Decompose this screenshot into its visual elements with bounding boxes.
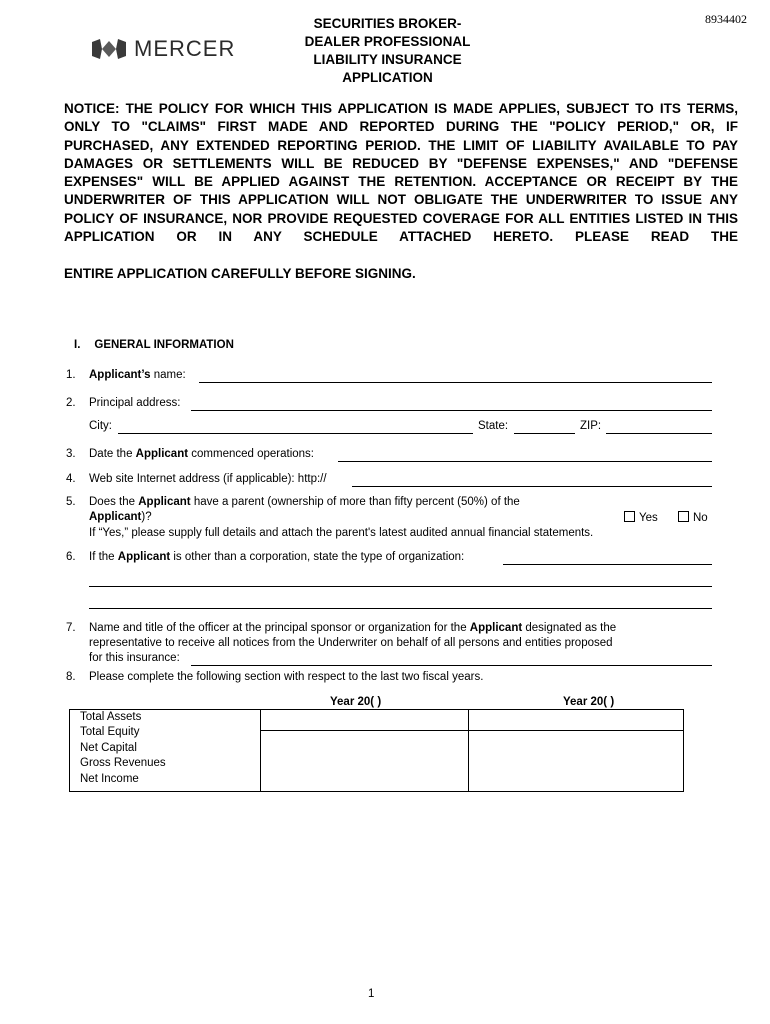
mercer-emblem-icon: [90, 38, 128, 60]
organization-type-field-2[interactable]: [89, 586, 712, 587]
row-net-capital: Net Capital: [80, 741, 137, 754]
financial-table: [69, 709, 684, 792]
no-checkbox[interactable]: No: [678, 511, 708, 524]
zip-field[interactable]: [606, 433, 712, 434]
state-field[interactable]: [514, 433, 575, 434]
checkbox-icon: [678, 511, 689, 522]
officer-question-label: Name and title of the officer at the principal sponsor or organization for the Applicant designated as the: [89, 622, 617, 634]
document-number: 8934402: [705, 12, 747, 26]
officer-question-line3: for this insurance:: [89, 652, 180, 664]
year2-values-cell[interactable]: [469, 731, 683, 791]
year-header-2: Year 20( ): [563, 696, 615, 708]
financial-row-labels: [70, 710, 261, 792]
zip-label: ZIP:: [580, 420, 602, 432]
officer-question-line2: representative to receive all notices from the Underwriter on behalf of all persons and entities proposed: [89, 637, 613, 649]
mercer-wordmark: MERCER: [134, 36, 236, 61]
officer-name-field[interactable]: [191, 665, 712, 666]
commenced-operations-label: Date the Applicant commenced operations:: [89, 448, 314, 460]
principal-address-field[interactable]: [191, 410, 712, 411]
parent-question-line2: Applicant)?: [89, 511, 152, 523]
row-net-income: Net Income: [80, 772, 139, 785]
form-title: SECURITIES BROKER- DEALER PROFESSIONAL LIABILITY INSURANCE APPLICATION: [304, 16, 471, 85]
notice-last-line: ENTIRE APPLICATION CAREFULLY BEFORE SIGNING.: [64, 266, 416, 281]
commenced-operations-field[interactable]: [338, 461, 712, 462]
row-total-equity: Total Equity: [80, 726, 140, 739]
question-1: 1.: [66, 369, 76, 381]
principal-address-label: Principal address:: [89, 397, 181, 409]
year2-first-cell[interactable]: [469, 710, 683, 731]
organization-type-label: If the Applicant is other than a corporation, state the type of organization:: [89, 551, 465, 563]
applicant-name-field[interactable]: [199, 382, 712, 383]
state-label: State:: [478, 420, 509, 432]
year1-values-cell[interactable]: [261, 731, 468, 791]
website-field[interactable]: [352, 486, 712, 487]
notice-paragraph: NOTICE: THE POLICY FOR WHICH THIS APPLICATION IS MADE APPLIES, SUBJECT TO ITS TERMS, ONLY TO "CLAIMS" FIRST MADE AND REPORTED DURING THE "POLICY PERIOD," OR, IF PURCHASED, ANY EXTENDED REPORTING PERIOD. THE LIMIT OF LIABILITY AVAILABLE TO PAY DAMAGES OR SETTLEMENTS WILL BE REDUCED BY "DEFENSE EXPENSES," AND "DEFENSE EXPENSES" WILL BE APPLIED AGAINST THE RETENTION. ACCEPTANCE OR RECEIPT BY THE UNDERWRITER OF THIS APPLICATION WILL NOT OBLIGATE THE UNDERWRITER TO ISSUE ANY POLICY OF INSURANCE, NOR PROVIDE REQUESTED COVERAGE FOR ALL ENTITIES LISTED IN THIS APPLICATION OR IN ANY SCHEDULE ATTACHED HERETO. PLEASE READ THE: [64, 101, 738, 245]
year1-first-cell[interactable]: [261, 710, 468, 731]
yes-checkbox[interactable]: Yes: [624, 511, 658, 524]
question-1-label: Applicant’s name:: [89, 369, 186, 381]
year-header-1: Year 20( ): [330, 696, 382, 708]
organization-type-field[interactable]: [503, 564, 712, 565]
page-number: 1: [368, 988, 375, 1000]
city-label: City:: [89, 420, 112, 432]
parent-details-note: If “Yes,” please supply full details and attach the parent's latest audited annual financial statements.: [89, 527, 594, 539]
checkbox-icon: [624, 511, 635, 522]
row-total-assets: Total Assets: [80, 711, 142, 723]
website-label: Web site Internet address (if applicable): http://: [89, 473, 327, 485]
city-field[interactable]: [118, 433, 473, 434]
mercer-logo: [90, 36, 235, 62]
section-heading: I. GENERAL INFORMATION: [74, 339, 234, 351]
organization-type-field-3[interactable]: [89, 608, 712, 609]
fiscal-years-label: Please complete the following section with respect to the last two fiscal years.: [89, 671, 484, 683]
row-gross-revenues: Gross Revenues: [80, 757, 166, 770]
parent-question-label: Does the Applicant have a parent (ownership of more than fifty percent (50%) of the: [89, 496, 520, 508]
